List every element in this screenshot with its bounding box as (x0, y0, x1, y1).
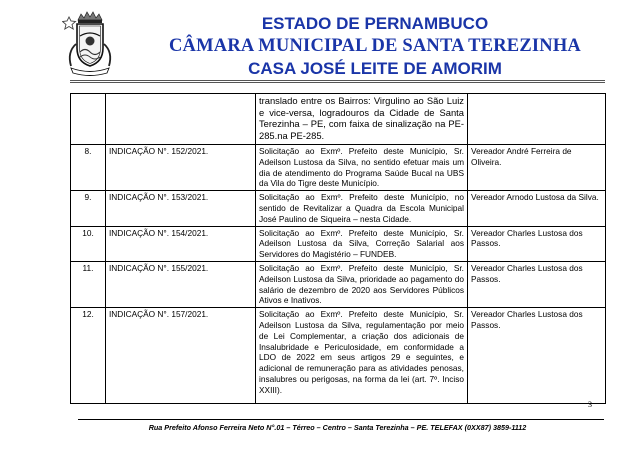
indicacao-author: Vereador Charles Lustosa dos Passos. (468, 308, 606, 404)
row-number (71, 94, 106, 145)
table-row (71, 94, 606, 145)
page-number: 3 (588, 400, 592, 409)
indicacao-text: Solicitação ao Exmº. Prefeito deste Município, Sr. Adeilson Lustosa da Silva, prioridade ao pagamento do salário de dezembro de 2020 aos Servidores Públicos Ativos e Inativos. (256, 261, 468, 307)
indicacao-number (106, 94, 256, 145)
row-number: 8. (71, 145, 106, 191)
row-number: 12. (71, 308, 106, 404)
footer-address: Rua Prefeito Afonso Ferreira Neto N°.01 – Térreo – Centro – Santa Terezinha – PE. TELEFAX (0XX87) 3859-1112 (148, 423, 527, 432)
indicacao-author: Vereador Charles Lustosa dos Passos. (468, 261, 606, 307)
indicacao-number: INDICAÇÃO N°. 155/2021. (106, 261, 256, 307)
header-chamber-title: CÂMARA MUNICIPAL DE SANTA TEREZINHA (169, 36, 581, 56)
header-rule-top (70, 80, 605, 81)
header-rule-bottom (70, 82, 605, 83)
indicacao-number: INDICAÇÃO N°. 153/2021. (106, 191, 256, 226)
indicacao-number: INDICAÇÃO N°. 152/2021. (106, 145, 256, 191)
row-number: 11. (71, 261, 106, 307)
indicacao-text: translado entre os Bairros: Virgulino ao São Luiz e vice-versa, logradouros da Cidade de Santa Terezinha – PE, com faixa de sinalização na PE-285.na PE-285. (256, 94, 468, 145)
municipal-coat-of-arms-icon (62, 8, 118, 76)
indicacao-author: Vereador Arnodo Lustosa da Silva. (468, 191, 606, 226)
table-row (71, 261, 606, 307)
footer-rule (78, 419, 604, 420)
indicacao-number: INDICAÇÃO N°. 157/2021. (106, 308, 256, 404)
indicacao-number: INDICAÇÃO N°. 154/2021. (106, 226, 256, 261)
indicacao-author: Vereador Charles Lustosa dos Passos. (468, 226, 606, 261)
indicacao-author: Vereador André Ferreira de Oliveira. (468, 145, 606, 191)
row-number: 9. (71, 191, 106, 226)
table-row (71, 308, 606, 404)
table-row (71, 145, 606, 191)
indicacao-author (468, 94, 606, 145)
indicacao-text: Solicitação ao Exmº. Prefeito deste Município, Sr. Adeilson Lustosa da Silva, Correção Salarial aos Servidores do Magistério – FUNDEB. (256, 226, 468, 261)
indicacao-text: Solicitação ao Exmº. Prefeito deste Município, no sentido de Revitalizar a Quadra da Escola Municipal José Paulino de Siqueira – nesta Cidade. (256, 191, 468, 226)
header-house-title: CASA JOSÉ LEITE DE AMORIM (248, 59, 502, 78)
indicacao-text: Solicitação ao Exmº. Prefeito deste Município, Sr. Adeilson Lustosa da Silva, no sentido efetuar mais um dia de atendimento do Programa Saúde Bucal na UBS da Vila do Tigre deste Município. (256, 145, 468, 191)
header-state-title: ESTADO DE PERNAMBUCO (261, 14, 489, 33)
indicacao-text: Solicitação ao Exmº. Prefeito deste Município, Sr. Adeilson Lustosa da Silva, regulamentação por meio de Lei Complementar, a criação dos adicionais de Insalubridade e Periculosidade, em conformidade a LDO de 2022 em seus artigos 29 e seguintes, e adicional de remuneração para as atividades penosas, insalubres ou perigosas, na forma da lei (art. 7º. Inciso XXIII). (256, 308, 468, 404)
table-row (71, 191, 606, 226)
table-row (71, 226, 606, 261)
indications-table (70, 93, 606, 404)
row-number: 10. (71, 226, 106, 261)
